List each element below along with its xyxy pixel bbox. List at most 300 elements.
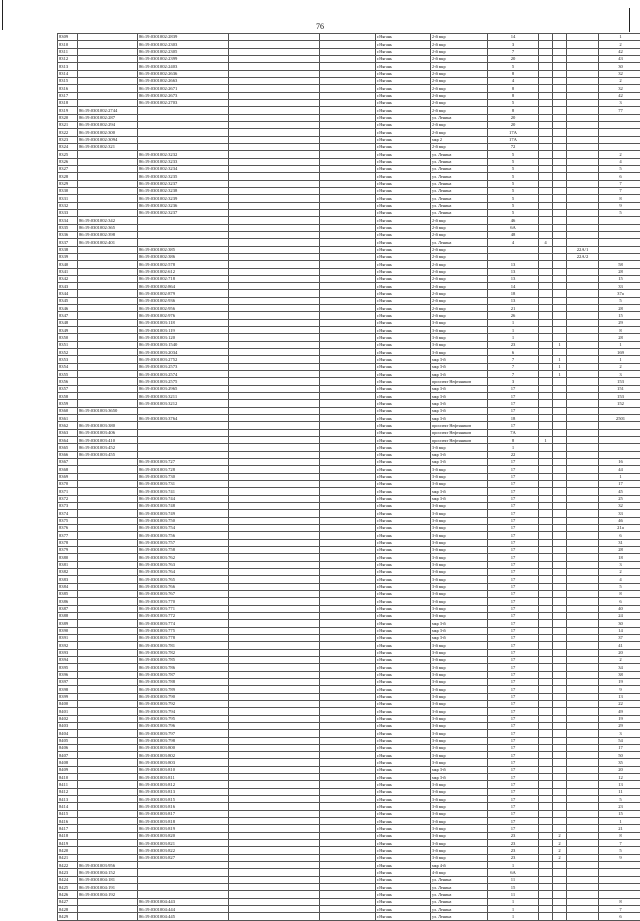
table-cell: г.Нягань (376, 796, 431, 803)
table-cell (320, 730, 376, 737)
table-cell (138, 136, 229, 143)
table-cell (229, 70, 320, 77)
table-cell (229, 539, 320, 546)
table-cell (320, 642, 376, 649)
table-cell (138, 884, 229, 891)
table-cell: 3-й мкр (431, 561, 488, 568)
table-cell (567, 590, 599, 597)
table-cell (320, 290, 376, 297)
table-cell: 17 (488, 737, 539, 744)
table-cell (553, 459, 567, 466)
table-cell (320, 554, 376, 561)
table-cell (320, 854, 376, 861)
table-cell: 29 (599, 319, 640, 326)
table-cell (320, 568, 376, 575)
table-cell: г.Нягань (376, 825, 431, 832)
table-cell (320, 341, 376, 348)
table-cell: 2-й мкр (431, 92, 488, 99)
table-cell: 25 (599, 495, 640, 502)
table-cell (539, 143, 553, 150)
table-cell (567, 825, 599, 832)
table-cell: 86:19:0301003:956 (78, 862, 138, 869)
table-cell: 8390 (58, 627, 78, 634)
table-row (58, 107, 640, 114)
table-cell (229, 840, 320, 847)
table-cell: 19 (599, 678, 640, 685)
table-cell (567, 371, 599, 378)
table-cell (539, 481, 553, 488)
table-row (58, 261, 640, 268)
table-cell: 33 (599, 510, 640, 517)
table-cell: 13 (488, 261, 539, 268)
table-cell: 86:19:0301002:3236 (138, 202, 229, 209)
table-cell (539, 283, 553, 290)
table-cell: 2-й мкр (431, 143, 488, 150)
table-cell: 8424 (58, 876, 78, 883)
table-cell (567, 114, 599, 121)
table-cell (539, 532, 553, 539)
table-cell: 8360 (58, 407, 78, 414)
table-cell (320, 481, 376, 488)
table-cell: 17 (488, 539, 539, 546)
table-cell: 8353 (58, 356, 78, 363)
table-cell: 86:19:0301003:452 (78, 444, 138, 451)
table-cell (553, 151, 567, 158)
table-cell (599, 143, 640, 150)
table-cell: 86:19:0301003:754 (138, 524, 229, 531)
table-cell: мкр 3-й (431, 627, 488, 634)
table-row (58, 34, 640, 41)
table-cell (320, 847, 376, 854)
table-cell: г.Нягань (376, 481, 431, 488)
table-cell: 86:19:0301002:2673 (138, 92, 229, 99)
table-cell (229, 605, 320, 612)
table-cell (553, 393, 567, 400)
table-cell: 3-й мкр (431, 730, 488, 737)
table-cell: 20 (599, 649, 640, 656)
table-cell: 41 (599, 642, 640, 649)
table-cell: 153 (599, 393, 640, 400)
table-cell (553, 568, 567, 575)
table-cell (320, 312, 376, 319)
table-cell (539, 165, 553, 172)
table-cell: 21 (488, 305, 539, 312)
table-cell: г.Нягань (376, 239, 431, 246)
table-cell: г.Нягань (376, 41, 431, 48)
table-cell (78, 55, 138, 62)
table-row (58, 459, 640, 466)
table-cell (539, 671, 553, 678)
table-cell (320, 459, 376, 466)
table-cell: 86:19:0301002:321 (78, 143, 138, 150)
table-cell: 17 (488, 605, 539, 612)
table-cell (539, 63, 553, 70)
table-cell (229, 517, 320, 524)
table-cell (539, 876, 553, 883)
table-cell (320, 686, 376, 693)
table-cell: г.Нягань (376, 906, 431, 913)
table-cell (229, 891, 320, 898)
table-cell: 8367 (58, 459, 78, 466)
table-cell: 86:19:0301002:3239 (138, 195, 229, 202)
table-cell: 3-й мкр (431, 832, 488, 839)
table-cell (599, 239, 640, 246)
table-cell (78, 708, 138, 715)
table-cell: г.Нягань (376, 693, 431, 700)
table-cell (567, 634, 599, 641)
table-cell (567, 217, 599, 224)
table-cell: 86:19:0301002:2703 (138, 99, 229, 106)
table-row (58, 363, 640, 370)
table-cell (229, 590, 320, 597)
table-cell: г.Нягань (376, 605, 431, 612)
table-row (58, 774, 640, 781)
table-cell: 2 (599, 363, 640, 370)
table-cell: г.Нягань (376, 642, 431, 649)
table-cell (567, 759, 599, 766)
table-cell (553, 437, 567, 444)
table-cell (78, 744, 138, 751)
table-cell (599, 884, 640, 891)
table-row (58, 686, 640, 693)
table-cell (320, 209, 376, 216)
table-cell (320, 678, 376, 685)
table-row (58, 239, 640, 246)
table-cell: 8381 (58, 561, 78, 568)
table-cell: 23 (488, 847, 539, 854)
table-cell (553, 503, 567, 510)
table-cell: 8399 (58, 693, 78, 700)
table-cell: ул. Ленина (431, 187, 488, 194)
table-cell: 20 (488, 114, 539, 121)
table-cell: 2-й мкр (431, 55, 488, 62)
table-row (58, 151, 640, 158)
table-cell (229, 884, 320, 891)
table-cell: 86:19:0301002:3237 (138, 209, 229, 216)
table-cell: 17 (488, 495, 539, 502)
table-row (58, 451, 640, 458)
table-cell: мкр 3-й (431, 356, 488, 363)
table-cell (567, 620, 599, 627)
table-cell (553, 385, 567, 392)
table-cell (553, 466, 567, 473)
table-cell: 8 (488, 70, 539, 77)
table-cell: мкр 3-й (431, 393, 488, 400)
table-cell: 8407 (58, 752, 78, 759)
table-cell (320, 422, 376, 429)
table-cell: мкр 2 (431, 136, 488, 143)
table-cell (539, 99, 553, 106)
table-cell (539, 459, 553, 466)
table-cell (553, 671, 567, 678)
table-cell (539, 642, 553, 649)
table-cell: 3-й мкр (431, 532, 488, 539)
table-cell: ул. Ленина (431, 114, 488, 121)
table-cell: 3 (488, 41, 539, 48)
table-cell (320, 664, 376, 671)
table-cell: 1 (553, 341, 567, 348)
table-cell: 3-й мкр (431, 642, 488, 649)
table-cell: 86:19:0301003:763 (138, 561, 229, 568)
table-cell: г.Нягань (376, 180, 431, 187)
table-cell (229, 334, 320, 341)
table-cell: г.Нягань (376, 63, 431, 70)
table-cell (553, 202, 567, 209)
table-cell: 8343 (58, 283, 78, 290)
table-cell (567, 671, 599, 678)
table-cell (78, 700, 138, 707)
table-cell: 3-й мкр (431, 722, 488, 729)
table-cell: 86:19:0301002:2305 (138, 48, 229, 55)
table-cell (138, 121, 229, 128)
table-cell: г.Нягань (376, 598, 431, 605)
table-cell (553, 891, 567, 898)
table-cell (320, 34, 376, 41)
table-cell: 86:19:0301003:775 (138, 627, 229, 634)
table-cell (229, 92, 320, 99)
table-row (58, 121, 640, 128)
table-cell (320, 173, 376, 180)
table-cell: 1 (488, 327, 539, 334)
table-cell (553, 378, 567, 385)
table-cell (599, 407, 640, 414)
table-cell (229, 180, 320, 187)
table-row (58, 642, 640, 649)
table-cell (553, 99, 567, 106)
table-cell (229, 466, 320, 473)
table-cell: 8352 (58, 349, 78, 356)
table-cell (539, 766, 553, 773)
table-cell (567, 481, 599, 488)
table-cell: мкр 3-й (431, 459, 488, 466)
table-cell (553, 576, 567, 583)
table-cell: г.Нягань (376, 312, 431, 319)
table-cell (320, 620, 376, 627)
table-cell: 2-й мкр (431, 224, 488, 231)
table-cell: 86:19:0301002:718 (138, 275, 229, 282)
table-cell (553, 788, 567, 795)
table-row (58, 70, 640, 77)
table-cell (78, 605, 138, 612)
table-cell (320, 576, 376, 583)
table-cell (78, 693, 138, 700)
table-cell (539, 55, 553, 62)
table-cell: 8393 (58, 649, 78, 656)
table-cell: 8373 (58, 503, 78, 510)
table-cell (567, 151, 599, 158)
table-cell: г.Нягань (376, 224, 431, 231)
table-cell: 3-й мкр (431, 708, 488, 715)
table-cell (567, 730, 599, 737)
table-row (58, 744, 640, 751)
table-cell: 86:19:0301002:578 (138, 261, 229, 268)
table-cell (78, 898, 138, 905)
table-cell: 8397 (58, 678, 78, 685)
table-cell: 8351 (58, 341, 78, 348)
table-cell (553, 532, 567, 539)
table-cell (567, 444, 599, 451)
table-cell (567, 539, 599, 546)
table-cell (567, 737, 599, 744)
table-row (58, 605, 640, 612)
table-row (58, 568, 640, 575)
table-cell (229, 165, 320, 172)
table-cell (553, 246, 567, 253)
table-cell: 8391 (58, 634, 78, 641)
table-cell: мкр 3-й (431, 620, 488, 627)
table-cell (320, 532, 376, 539)
table-cell: 4 (488, 77, 539, 84)
table-cell (138, 891, 229, 898)
table-cell (567, 41, 599, 48)
table-row (58, 634, 640, 641)
table-cell: г.Нягань (376, 583, 431, 590)
table-cell (539, 114, 553, 121)
table-cell (78, 598, 138, 605)
table-cell (78, 202, 138, 209)
table-cell: г.Нягань (376, 356, 431, 363)
table-cell (539, 730, 553, 737)
table-cell: 2-й мкр (431, 85, 488, 92)
table-cell: 86:19:0301003:750 (138, 517, 229, 524)
table-cell: 8416 (58, 818, 78, 825)
table-cell (553, 781, 567, 788)
table-cell: 8322 (58, 129, 78, 136)
table-cell (229, 143, 320, 150)
table-cell: 8427 (58, 898, 78, 905)
table-cell: 6 (488, 349, 539, 356)
table-cell: 86:19:0301004:152 (78, 869, 138, 876)
table-cell: г.Нягань (376, 700, 431, 707)
table-cell: 3-й мкр (431, 840, 488, 847)
table-cell (539, 708, 553, 715)
table-cell: 8333 (58, 209, 78, 216)
table-cell (229, 312, 320, 319)
table-cell (138, 869, 229, 876)
table-cell (78, 803, 138, 810)
table-cell: 17 (488, 590, 539, 597)
table-cell: 17 (488, 678, 539, 685)
table-cell: г.Нягань (376, 664, 431, 671)
table-cell (320, 275, 376, 282)
table-cell (553, 524, 567, 531)
table-cell (553, 209, 567, 216)
table-cell: 5 (488, 63, 539, 70)
table-cell: 17 (488, 642, 539, 649)
table-cell: г.Нягань (376, 290, 431, 297)
table-cell: 86:19:0301003:813 (138, 788, 229, 795)
table-cell: 8310 (58, 41, 78, 48)
table-row (58, 781, 640, 788)
table-cell (567, 803, 599, 810)
table-cell: г.Нягань (376, 840, 431, 847)
table-cell (229, 583, 320, 590)
table-cell (539, 231, 553, 238)
table-cell: 8386 (58, 598, 78, 605)
table-row (58, 854, 640, 861)
table-cell: 8394 (58, 656, 78, 663)
table-cell: 86:19:0301003:2752 (138, 356, 229, 363)
table-cell: 86:19:0301003:788 (138, 678, 229, 685)
table-cell (553, 796, 567, 803)
table-cell (567, 656, 599, 663)
table-row (58, 664, 640, 671)
table-cell: 86:19:0301002:2744 (78, 107, 138, 114)
table-cell: 8409 (58, 766, 78, 773)
table-cell (539, 151, 553, 158)
table-cell (539, 759, 553, 766)
table-cell: 17 (488, 649, 539, 656)
table-cell (78, 481, 138, 488)
table-cell: 17 (488, 730, 539, 737)
table-cell: 8423 (58, 869, 78, 876)
table-cell: г.Нягань (376, 114, 431, 121)
table-row (58, 693, 640, 700)
table-cell (567, 48, 599, 55)
table-cell (599, 136, 640, 143)
table-cell (567, 63, 599, 70)
table-cell: 29 (599, 722, 640, 729)
table-cell (78, 305, 138, 312)
table-cell (539, 121, 553, 128)
table-row (58, 385, 640, 392)
table-cell (539, 407, 553, 414)
table-cell: 86:19:0301002:342 (78, 217, 138, 224)
table-cell: 86:19:0301002:365 (78, 224, 138, 231)
table-cell: г.Нягань (376, 752, 431, 759)
table-row (58, 393, 640, 400)
table-cell (229, 708, 320, 715)
table-cell: 4-й мкр (431, 869, 488, 876)
table-cell (320, 114, 376, 121)
table-cell: 8313 (58, 63, 78, 70)
table-cell: 8403 (58, 722, 78, 729)
table-cell (229, 393, 320, 400)
table-cell: г.Нягань (376, 378, 431, 385)
table-cell (553, 85, 567, 92)
table-cell (539, 583, 553, 590)
table-cell: 8413 (58, 796, 78, 803)
table-cell: г.Нягань (376, 143, 431, 150)
table-cell: 20 (488, 55, 539, 62)
table-cell (320, 136, 376, 143)
table-cell: 1 (599, 341, 640, 348)
table-cell (539, 781, 553, 788)
table-cell (320, 41, 376, 48)
table-cell (553, 297, 567, 304)
table-cell: 2-й мкр (431, 275, 488, 282)
table-cell: 5 (488, 202, 539, 209)
table-cell: 8384 (58, 583, 78, 590)
table-cell (539, 818, 553, 825)
table-cell (320, 744, 376, 751)
table-cell: 6 (599, 913, 640, 920)
table-row (58, 334, 640, 341)
table-cell: г.Нягань (376, 319, 431, 326)
table-cell (320, 810, 376, 817)
table-cell (567, 466, 599, 473)
table-cell: 17 (488, 532, 539, 539)
table-cell (78, 99, 138, 106)
table-cell: 86:19:0301002:2403 (138, 63, 229, 70)
table-cell (78, 275, 138, 282)
table-cell (553, 664, 567, 671)
table-cell (320, 180, 376, 187)
table-cell: 8314 (58, 70, 78, 77)
table-cell (229, 55, 320, 62)
table-cell (320, 656, 376, 663)
table-row (58, 63, 640, 70)
